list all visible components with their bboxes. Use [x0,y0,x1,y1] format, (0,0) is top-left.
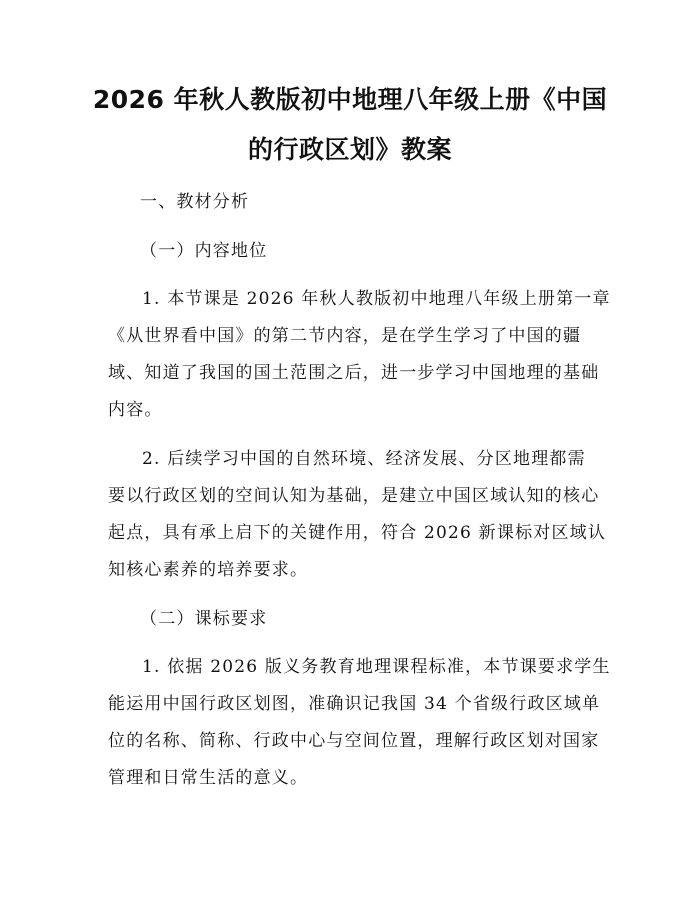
document-title-line-2: 的行政区划》教案 [247,135,452,164]
paragraph-line: 要以行政区划的空间认知为基础，是建立中国区域认知的核心 [108,486,600,506]
paragraph-line: 《从世界看中国》的第二节内容，是在学生学习了中国的疆 [108,326,582,346]
paragraph-line: 能运用中国行政区划图，准确识记我国 34 个省级行政区域单 [108,694,601,714]
paragraph-line: 位的名称、简称、行政中心与空间位置，理解行政区划对国家 [108,731,600,751]
paragraph-line: 2. 后续学习中国的自然环境、经济发展、分区地理都需 [142,449,586,469]
subsection-heading-curriculum-requirements: （二）课标要求 [140,609,268,629]
document-title-line-1: 2026 年秋人教版初中地理八年级上册《中国 [92,85,608,114]
paragraph-line: 1. 依据 2026 版义务教育地理课程标准，本节课要求学生 [142,657,611,677]
section-heading-teaching-material-analysis: 一、教材分析 [140,192,250,212]
paragraph-line: 知核心素养的培养要求。 [108,560,309,580]
paragraph-line: 域、知道了我国的国土范围之后，进一步学习中国地理的基础 [108,363,600,383]
paragraph-line: 起点，具有承上启下的关键作用，符合 2026 新课标对区域认 [108,523,607,543]
paragraph-line: 1. 本节课是 2026 年秋人教版初中地理八年级上册第一章 [142,289,611,309]
subsection-heading-content-position: （一）内容地位 [140,241,268,261]
paragraph-line: 内容。 [108,400,163,420]
paragraph-line: 管理和日常生活的意义。 [108,768,309,788]
